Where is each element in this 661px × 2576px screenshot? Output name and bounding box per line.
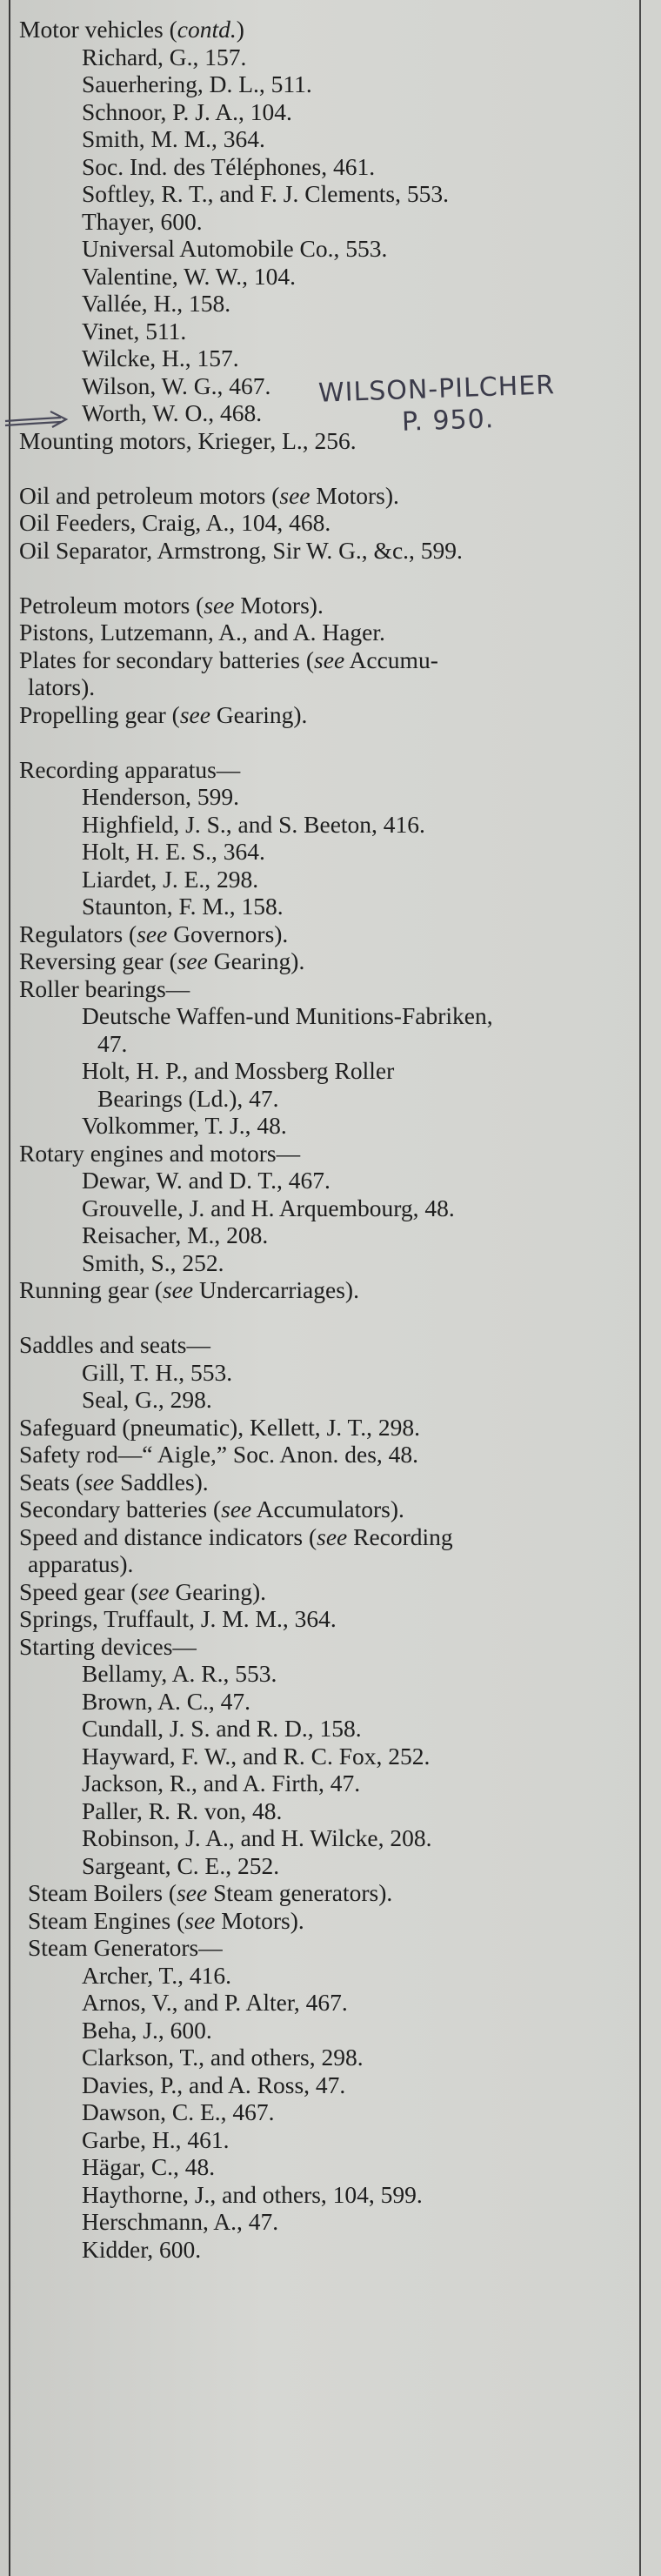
index-entry: Jackson, R., and A. Firth, 47. bbox=[82, 1770, 361, 1797]
index-entry: Sargeant, C. E., 252. bbox=[82, 1851, 280, 1879]
index-heading: Springs, Truffault, J. M. M., 364. bbox=[19, 1605, 337, 1632]
index-heading: Pistons, Lutzemann, A., and A. Hager. bbox=[19, 619, 385, 646]
index-entry: Dewar, W. and D. T., 467. bbox=[82, 1167, 330, 1194]
index-heading: Roller bearings— bbox=[19, 974, 190, 1002]
index-entry: Hägar, C., 48. bbox=[82, 2153, 216, 2180]
index-heading: Recording apparatus— bbox=[19, 755, 241, 783]
index-heading: Starting devices— bbox=[19, 1632, 197, 1660]
index-heading: Seats (see Saddles). bbox=[19, 1468, 209, 1495]
index-list bbox=[19, 16, 632, 2263]
index-entry: Wilcke, H., 157. bbox=[82, 345, 239, 371]
index-heading: Secondary batteries (see Accumulators). bbox=[19, 1495, 404, 1522]
index-entry: Archer, T., 416. bbox=[82, 1961, 231, 1989]
blank-line bbox=[19, 728, 632, 756]
index-entry: Kidder, 600. bbox=[82, 2235, 202, 2263]
index-heading: Safety rod—“ Aigle,” Soc. Anon. des, 48. bbox=[19, 1441, 419, 1468]
index-heading: Propelling gear (see Gearing). bbox=[19, 700, 308, 728]
index-entry: Wilson, W. G., 467. bbox=[82, 371, 271, 399]
index-entry: Bearings (Ld.), 47. bbox=[97, 1084, 279, 1112]
index-entry: Cundall, J. S. and R. D., 158. bbox=[82, 1715, 362, 1742]
index-entry: Highfield, J. S., and S. Beeton, 416. bbox=[82, 810, 425, 838]
handwritten-note-name: WILSON-PILCHER bbox=[317, 370, 556, 409]
index-entry: Paller, R. R. von, 48. bbox=[82, 1797, 283, 1824]
index-entry: Smith, M. M., 364. bbox=[82, 125, 265, 152]
index-heading: Running gear (see Undercarriages). bbox=[19, 1276, 359, 1303]
index-heading: Speed and distance indicators (see Recording bbox=[19, 1522, 453, 1550]
index-entry: 47. bbox=[97, 1029, 128, 1057]
index-entry: Seal, G., 298. bbox=[82, 1386, 212, 1413]
index-entry: Vallée, H., 158. bbox=[82, 290, 231, 317]
index-heading: Petroleum motors (see Motors). bbox=[19, 591, 324, 619]
index-entry: Dawson, C. E., 467. bbox=[82, 2098, 275, 2125]
index-heading: Reversing gear (see Gearing). bbox=[19, 947, 305, 974]
index-entry: Softley, R. T., and F. J. Clements, 553. bbox=[82, 180, 450, 207]
index-entry: Robinson, J. A., and H. Wilcke, 208. bbox=[82, 1824, 432, 1851]
index-entry: Sauerhering, D. L., 511. bbox=[82, 70, 312, 97]
index-entry: Henderson, 599. bbox=[82, 783, 240, 810]
index-heading: Oil Feeders, Craig, A., 104, 468. bbox=[19, 509, 331, 536]
index-heading: Steam Generators— bbox=[28, 1934, 223, 1961]
blank-line bbox=[19, 1304, 632, 1332]
index-heading: Saddles and seats— bbox=[19, 1331, 210, 1358]
index-entry: Gill, T. H., 553. bbox=[82, 1358, 233, 1386]
index-entry: Vinet, 511. bbox=[82, 317, 187, 345]
blank-line bbox=[19, 454, 632, 482]
index-entry: Richard, G., 157. bbox=[82, 43, 247, 70]
index-heading: Regulators (see Governors). bbox=[19, 920, 289, 947]
index-entry: Volkommer, T. J., 48. bbox=[82, 1112, 287, 1139]
index-entry: Reisacher, M., 208. bbox=[82, 1221, 269, 1248]
left-border-rule bbox=[9, 0, 10, 2576]
index-entry: Grouvelle, J. and H. Arquembourg, 48. bbox=[82, 1194, 455, 1221]
index-heading: Rotary engines and motors— bbox=[19, 1139, 301, 1167]
index-entry: Herschmann, A., 47. bbox=[82, 2208, 279, 2235]
right-border-rule bbox=[639, 0, 641, 2576]
index-heading: Oil and petroleum motors (see Motors). bbox=[19, 481, 399, 509]
index-entry: Worth, W. O., 468. bbox=[82, 399, 263, 426]
index-entry: Liardet, J. E., 298. bbox=[82, 865, 259, 893]
index-heading: lators). bbox=[28, 673, 96, 700]
index-entry: Hayward, F. W., and R. C. Fox, 252. bbox=[82, 1742, 431, 1770]
index-heading: Plates for secondary batteries (see Accumu- bbox=[19, 646, 438, 673]
index-heading: Mounting motors, Krieger, L., 256. bbox=[19, 426, 357, 454]
index-entry: Clarkson, T., and others, 298. bbox=[82, 2044, 364, 2071]
blank-line bbox=[19, 564, 632, 592]
index-heading: Safeguard (pneumatic), Kellett, J. T., 298. bbox=[19, 1413, 421, 1441]
index-entry: Bellamy, A. R., 553. bbox=[82, 1660, 277, 1687]
index-heading: Motor vehicles (contd.) bbox=[19, 16, 244, 43]
index-entry: Universal Automobile Co., 553. bbox=[82, 235, 388, 262]
index-entry: Garbe, H., 461. bbox=[82, 2125, 230, 2153]
hand-drawn-arrow-icon bbox=[3, 409, 73, 430]
index-entry: Haythorne, J., and others, 104, 599. bbox=[82, 2180, 423, 2208]
index-entry: Beha, J., 600. bbox=[82, 2016, 212, 2044]
index-entry: Deutsche Waffen-und Munitions-Fabriken, bbox=[82, 1002, 493, 1029]
index-entry: Holt, H. P., and Mossberg Roller bbox=[82, 1057, 395, 1084]
index-heading: Steam Boilers (see Steam generators). bbox=[28, 1879, 393, 1906]
index-entry: Davies, P., and A. Ross, 47. bbox=[82, 2071, 346, 2098]
index-entry: Staunton, F. M., 158. bbox=[82, 893, 284, 920]
index-entry: Soc. Ind. des Téléphones, 461. bbox=[82, 152, 376, 180]
index-heading: apparatus). bbox=[28, 1550, 134, 1577]
index-entry: Thayer, 600. bbox=[82, 207, 203, 235]
index-entry: Arnos, V., and P. Alter, 467. bbox=[82, 1989, 348, 2016]
handwritten-note-page: P. 950. bbox=[401, 404, 495, 438]
index-entry: Holt, H. E. S., 364. bbox=[82, 838, 265, 865]
index-heading: Speed gear (see Gearing). bbox=[19, 1577, 267, 1605]
index-entry: Schnoor, P. J. A., 104. bbox=[82, 97, 292, 125]
index-heading: Oil Separator, Armstrong, Sir W. G., &c., 599. bbox=[19, 536, 463, 564]
index-heading: Steam Engines (see Motors). bbox=[28, 1906, 304, 1934]
index-entry: Valentine, W. W., 104. bbox=[82, 262, 296, 290]
index-entry: Brown, A. C., 47. bbox=[82, 1687, 251, 1715]
index-entry: Smith, S., 252. bbox=[82, 1248, 224, 1276]
